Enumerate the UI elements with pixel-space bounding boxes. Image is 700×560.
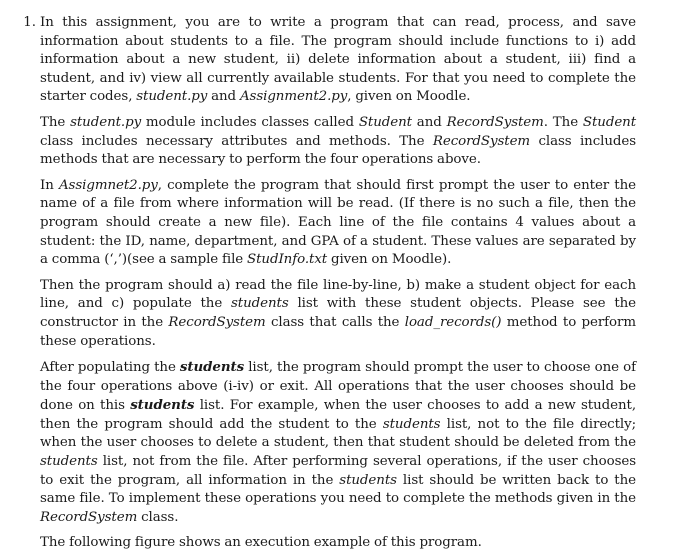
text-run: The [40, 114, 71, 130]
paragraph-read-file [40, 277, 636, 351]
text-run: In [40, 177, 59, 193]
emphasis-text: Student [582, 114, 637, 130]
emphasis-text: students [40, 454, 98, 470]
text-run: class includes necessary attributes and methods. The [40, 133, 433, 149]
text-run: given on Moodle). [327, 252, 452, 268]
assignment-document [0, 14, 700, 560]
text-run: class that calls the [265, 314, 405, 330]
emphasis-text: students [231, 296, 289, 312]
text-run: list, the program should prompt the user to choose one of the four operations above (i-iv) or exit. All operations that the user chooses should be done on this [40, 360, 636, 414]
text-run: The following figure shows an execution example of this program. [40, 535, 482, 551]
text-run: class. [137, 509, 179, 525]
text-run: class includes methods that are necessary to perform the four operations above. [40, 133, 636, 168]
paragraph-student-module [40, 114, 636, 170]
emphasis-text: Student [358, 114, 412, 130]
paragraph-program-prompt [40, 177, 636, 270]
emphasis-text: RecordSystem [40, 509, 138, 525]
emphasis-text: student.py [136, 89, 208, 105]
text-run: and [207, 89, 240, 105]
emphasis-text: students [382, 416, 441, 432]
paragraph-operations [40, 358, 636, 527]
bold-emphasis-text: students [130, 397, 195, 414]
text-run: In this assignment, you are to write a program that can read, process, and save information about students to a file. The program should include functions to i) add information about a new student, ii) delete information about a student, iii) find a student, and iv) view all currently available students. For that you need to complete the starter codes, [40, 15, 636, 105]
text-run: Then the program should a) read the file line-by-line, b) make a student object for each line, and c) populate the [40, 277, 636, 312]
emphasis-text: RecordSystem [446, 114, 544, 130]
emphasis-text: student.py [70, 114, 142, 130]
text-run: list, not from the file. After performing several operations, if the user chooses to exit the program, all information in the [40, 454, 636, 488]
text-run: list with these student objects. Please see the constructor in the [40, 296, 637, 330]
paragraph-figure-intro [40, 534, 636, 553]
text-run: , given on Moodle. [347, 89, 471, 105]
text-run: method to perform these operations. [40, 314, 636, 349]
item-number: 1. [23, 15, 36, 30]
emphasis-text: Assigmnet2.py [58, 177, 158, 193]
emphasis-text: RecordSystem [168, 314, 266, 330]
text-run: and [411, 114, 447, 130]
text-run: list, not to the file directly; when the user chooses to delete a student, then that student should be deleted from the [40, 416, 637, 451]
emphasis-text: RecordSystem [432, 133, 531, 149]
paragraph-intro [40, 14, 636, 107]
emphasis-text: Assignment2.py [239, 89, 348, 105]
text-run: After populating the [40, 360, 180, 376]
text-run: , complete the program that should first prompt the user to enter the name of a file from where information will be read. (If there is no such a file, then the program should create a new file). Each line of the file contains 4 values about a student: the ID, name, department, and GPA of a student. These values are separated by a comma (‘,’)(see a sample file [40, 177, 636, 268]
emphasis-text: StudInfo.txt [247, 252, 328, 268]
emphasis-text: load_records() [404, 314, 502, 330]
item-content [40, 14, 636, 560]
text-run: module includes classes called [141, 114, 359, 130]
text-run: list. For example, when the user chooses to add a new student, then the program should add the student to the [40, 398, 637, 432]
bold-emphasis-text: students [179, 359, 245, 376]
text-run: list should be written back to the same file. To implement these operations you need to complete the methods given in the [40, 472, 636, 507]
assignment-item-1 [0, 14, 700, 560]
emphasis-text: students [339, 472, 397, 488]
text-run: . The [543, 114, 583, 130]
